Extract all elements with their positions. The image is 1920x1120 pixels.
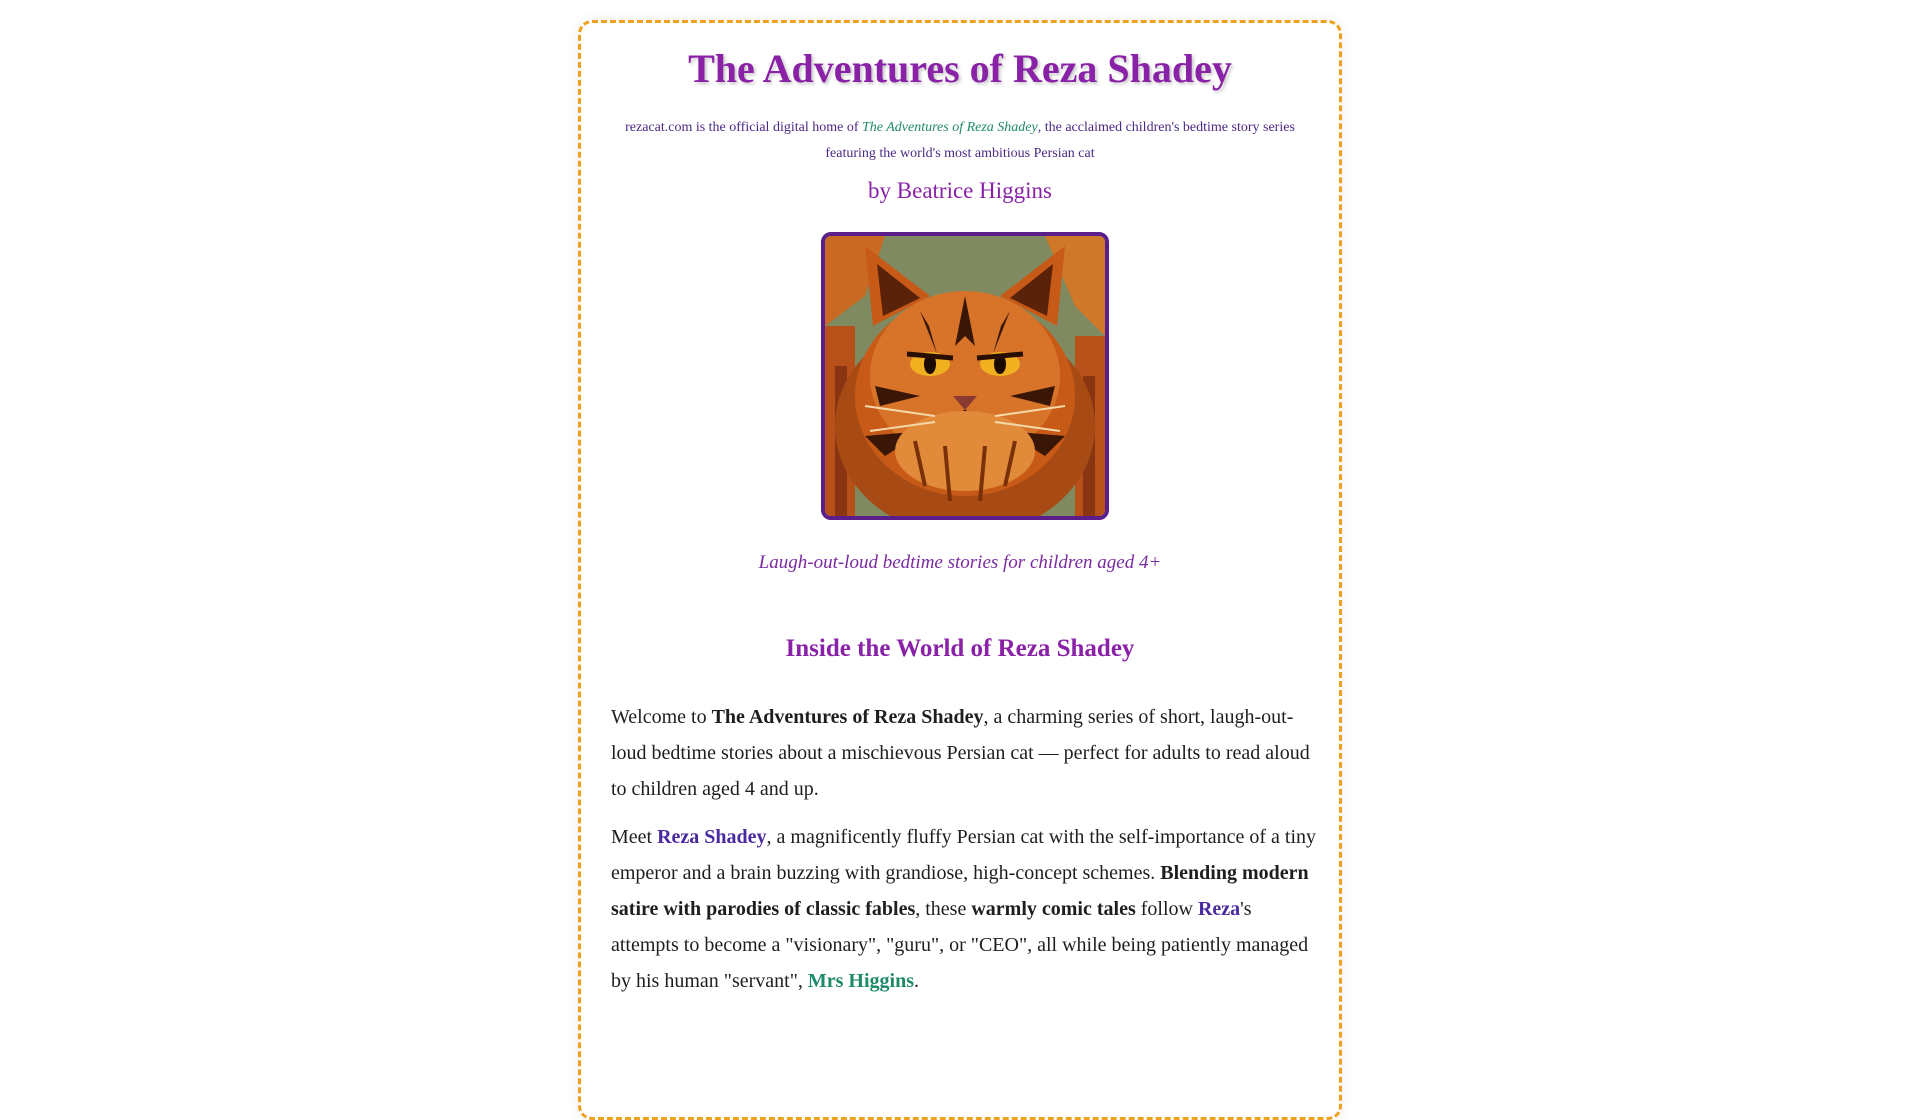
page-title: The Adventures of Reza Shadey — [688, 46, 1232, 91]
character-link-reza-shadey: Reza Shadey — [657, 826, 767, 848]
cover-image — [821, 232, 1109, 520]
tagline-prefix: rezacat.com is the official digital home of — [625, 120, 862, 135]
char-bold-1: Blending modern satire with parodies of classic fables — [611, 862, 1309, 920]
character-link-reza: Reza — [1197, 898, 1241, 920]
page-card — [578, 20, 1342, 1120]
site-tagline — [611, 115, 1309, 167]
intro-text-1: Welcome to — [611, 706, 712, 728]
intro-paragraph — [611, 699, 1321, 807]
char-text-5: 's attempts to become a "visionary", "guru", or "CEO", all while being patiently managed by his human "servant", — [611, 898, 1309, 992]
persian-cat-portrait-icon — [825, 236, 1105, 516]
author-byline: by Beatrice Higgins — [868, 178, 1052, 203]
char-text-2: , a magnificently fluffy Persian cat with the self-importance of a tiny emperor and a brain buzzing with grandiose, high-concept schemes. — [611, 826, 1316, 884]
intro-text-2: , a charming series of short, laugh-out-loud bedtime stories about a mischievous Persian cat — perfect for adults to read aloud to children aged 4 and up. — [611, 706, 1310, 800]
char-text-1: Meet — [611, 826, 658, 848]
tagline-series-name: The Adventures of Reza Shadey — [861, 120, 1038, 135]
char-text-6: . — [913, 970, 919, 992]
tagline-suffix: , the acclaimed children's bedtime story series featuring the world's most ambitious Persian cat — [825, 120, 1295, 161]
char-text-3: , these — [915, 898, 972, 920]
section-heading: Inside the World of Reza Shadey — [785, 635, 1135, 662]
character-link-mrs-higgins: Mrs Higgins — [807, 970, 914, 992]
audience-subtitle: Laugh-out-loud bedtime stories for children aged 4+ — [758, 552, 1162, 573]
char-text-4: follow — [1135, 898, 1198, 920]
char-bold-2: warmly comic tales — [971, 898, 1136, 920]
character-paragraph — [611, 819, 1321, 999]
intro-series-title: The Adventures of Reza Shadey — [711, 706, 984, 728]
